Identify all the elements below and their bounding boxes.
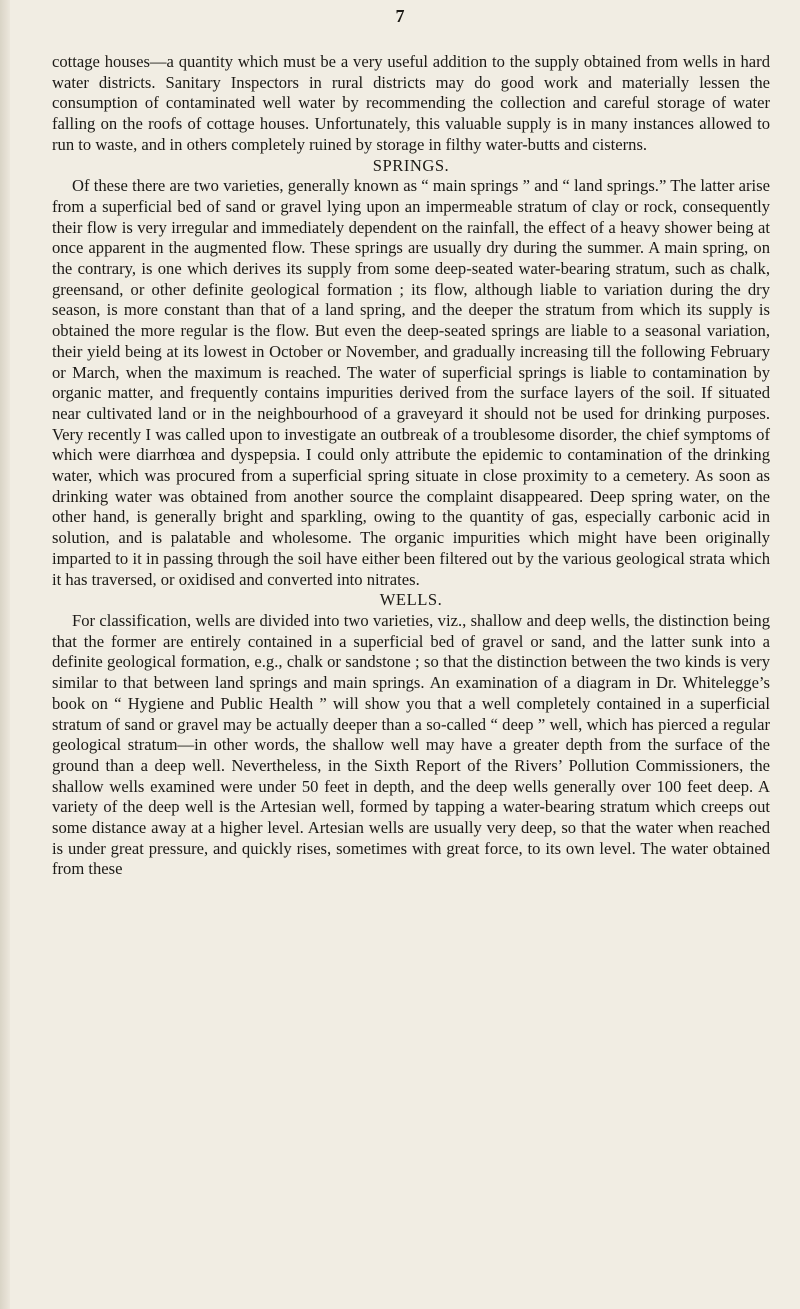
paragraph-wells: For classification, wells are divided into two varieties, viz., shallow and deep wells, the distinction being that the former are entirely contained in a superficial bed of gravel or sand, and the latter sunk into a definite geological formation, e.g., chalk or sandstone ; so that the distinction between the two kinds is very similar to that between land springs and main springs. An examination of a diagram in Dr. Whitelegge’s book on “ Hygiene and Public Health ” will show you that a well completely contained in a superficial stratum of sand or gravel may be actually deeper than a so-called “ deep ” well, which has pierced a regular geological stratum—in other words, the shallow well may have a greater depth from the surface of the ground than a deep well. Nevertheless, in the Sixth Report of the Rivers’ Pollution Commissioners, the shallow wells examined were under 50 feet in depth, and the deep wells generally over 100 feet deep. A variety of the deep well is the Artesian well, formed by tapping a water-bearing stratum which creeps out some distance away at a higher level. Artesian wells are usually very deep, so that the water when reached is under great pressure, and quickly rises, sometimes with great force, to its own level. The water obtained from these: [52, 610, 770, 879]
document-body: [52, 52, 770, 880]
paragraph-springs: Of these there are two varieties, generally known as “ main springs ” and “ land springs.” The latter arise from a superficial bed of sand or gravel lying upon an impermeable stratum of clay or rock, consequently their flow is very irregular and immediately dependent on the rainfall, the effect of a heavy shower being at once apparent in the augmented flow. These springs are usually dry during the summer. A main spring, on the contrary, is one which derives its supply from some deep-seated water-bearing stratum, such as chalk, greensand, or other definite geological formation ; its flow, although liable to variation during the dry season, is more constant than that of a land spring, and the deeper the stratum from which its supply is obtained the more regular is the flow. But even the deep-seated springs are liable to a seasonal variation, their yield being at its lowest in October or November, and gradually increasing till the following February or March, when the maximum is reached. The water of superficial springs is liable to contamination by organic matter, and frequently contains impurities derived from the surface layers of the soil. If situated near cultivated land or in the neighbourhood of a graveyard it should not be used for drinking purposes. Very recently I was called upon to investigate an outbreak of a troublesome disorder, the chief symptoms of which were diarrhœa and dyspepsia. I could only attribute the epidemic to contamination of the drinking water, which was procured from a superficial spring situate in close proximity to a cemetery. As soon as drinking water was obtained from another source the complaint disappeared. Deep spring water, on the other hand, is generally bright and sparkling, owing to the quantity of gas, especially carbonic acid in solution, and is palatable and wholesome. The organic impurities which might have been originally imparted to it in passing through the soil have either been filtered out by the various geological strata which it has traversed, or oxidised and converted into nitrates.: [52, 176, 770, 589]
section-heading-wells: WELLS.: [379, 590, 443, 610]
section-heading-springs: SPRINGS.: [372, 155, 450, 175]
paragraph-continuation: cottage houses—a quantity which must be a very useful addition to the supply obtained from wells in hard water districts. Sanitary Inspectors in rural districts may do good work and materially lessen the consumption of contaminated well water by recommending the collection and careful storage of water falling on the roofs of cottage houses. Unfortunately, this valuable supply is in many instances allowed to run to waste, and in others completely ruined by storage in filthy water-butts and cisterns.: [52, 52, 770, 154]
page-edge: [0, 0, 10, 1309]
page-number: 7: [395, 6, 405, 26]
